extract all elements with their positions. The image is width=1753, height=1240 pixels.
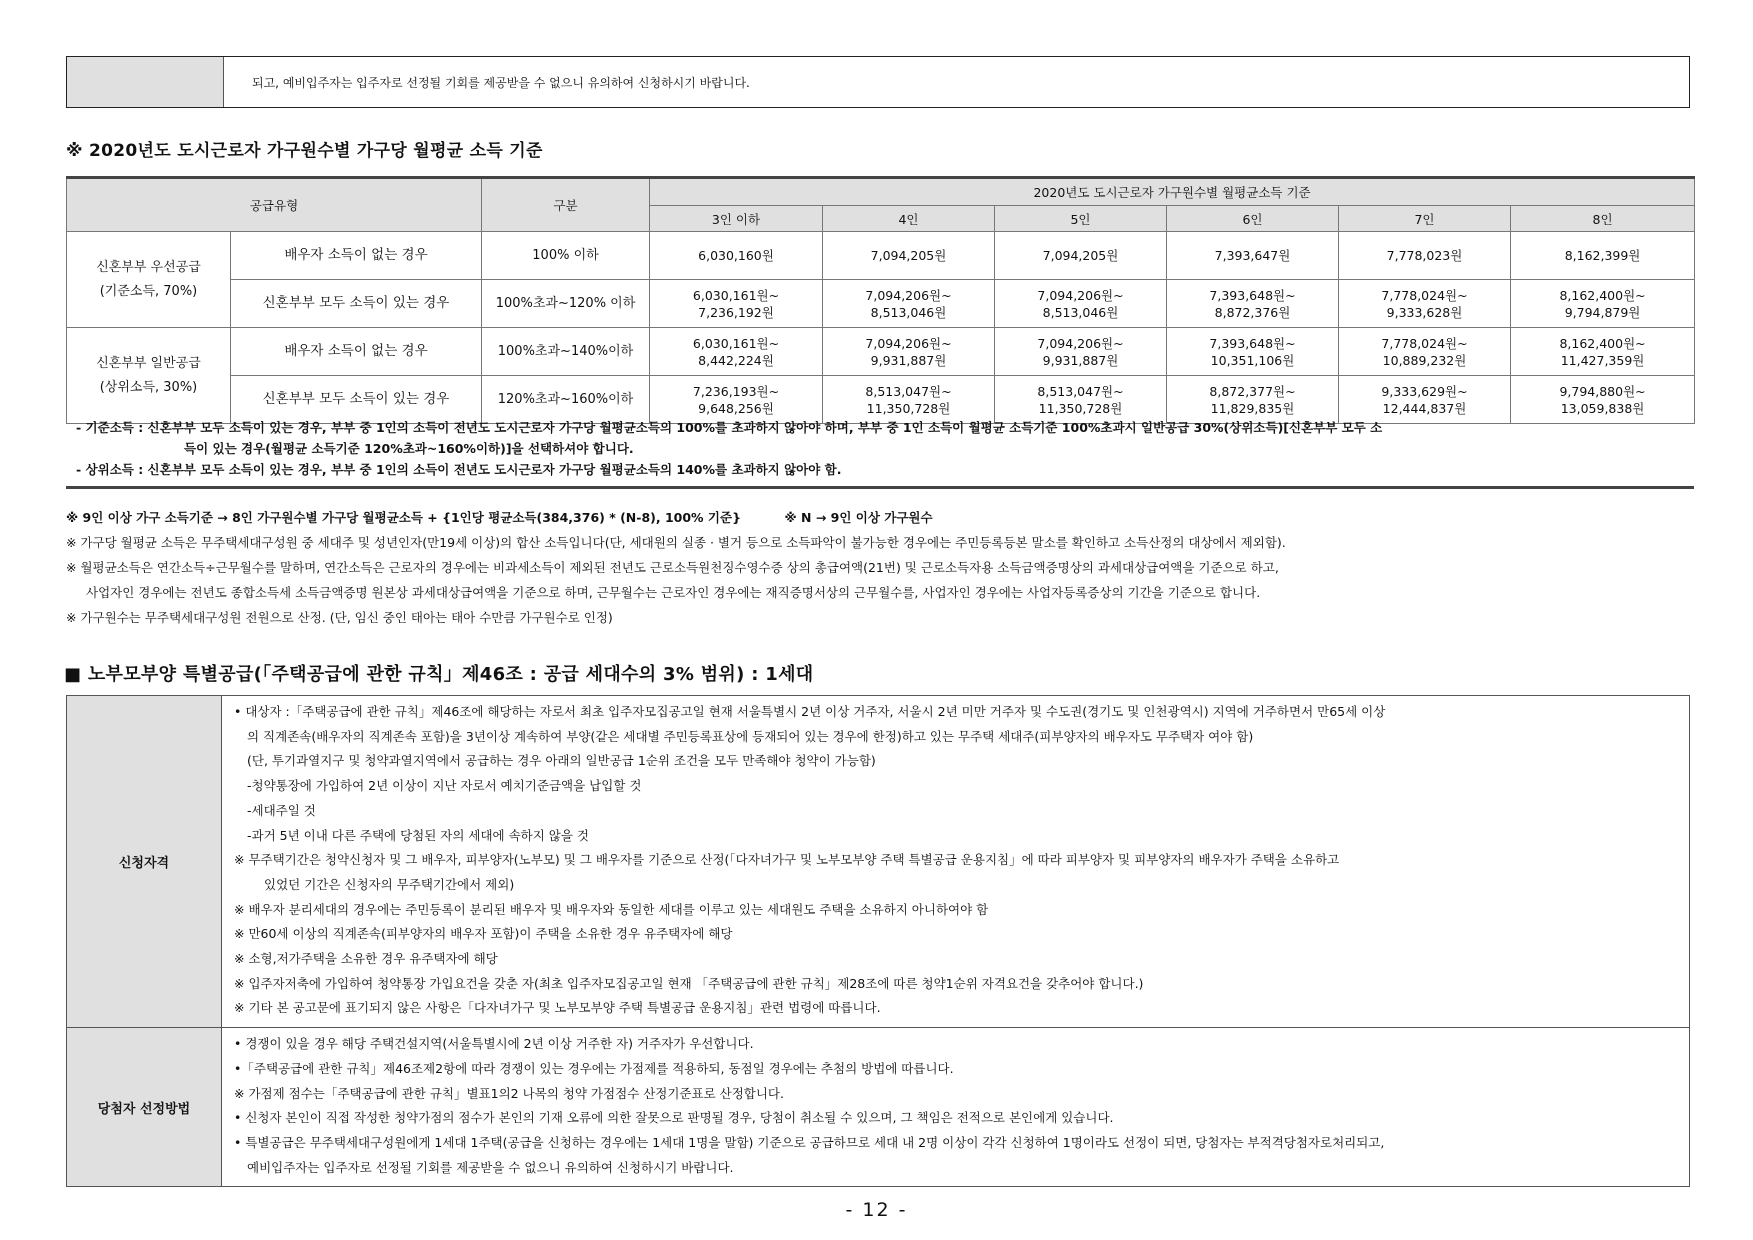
selection-line: •「주택공급에 관한 규칙」제46조제2항에 따라 경쟁이 있는 경우에는 가점제를 적용하되, 동점일 경우에는 추첨의 방법에 따릅니다. [234, 1060, 954, 1076]
income-value-line: 7,094,206원~ [865, 335, 952, 351]
gubun-cell: 120%초과~160%이하 [482, 376, 650, 424]
income-value-line: 12,444,837원 [1382, 400, 1467, 416]
income-value-line: 7,094,205원 [870, 248, 947, 263]
header-household-size: 5인 [995, 206, 1167, 232]
income-section-title: ※ 2020년도 도시근로자 가구원수별 가구당 월평균 소득 기준 [66, 141, 543, 161]
supply-type-ratio: (상위소득, 30%) [99, 379, 198, 395]
income-value-line: 7,236,192원 [698, 304, 774, 320]
income-value-line: 7,778,024원~ [1381, 335, 1468, 351]
supply-type-ratio: (기준소득, 70%) [99, 283, 198, 299]
header-household-size: 8인 [1511, 206, 1695, 232]
page-number: - 12 - [845, 1199, 908, 1221]
income-value-line: 8,442,224원 [698, 352, 774, 368]
top-box-label-cell [67, 57, 224, 107]
eligibility-line: ※ 소형,저가주택을 소유한 경우 유주택자에 해당 [234, 951, 498, 967]
header-supply-type: 공급유형 [67, 178, 482, 232]
income-value-cell [823, 232, 995, 280]
income-value-line: 10,351,106원 [1210, 352, 1295, 368]
income-value-line: 13,059,838원 [1560, 400, 1645, 416]
eligibility-line: ※ 입주자저축에 가입하여 청약통장 가입요건을 갖춘 자(최초 입주자모집공고일 현재 「주택공급에 관한 규칙」제28조에 따른 청약1순위 자격요건을 갖추어야 합니다.) [234, 975, 1144, 991]
note-household-income: ※ 가구당 월평균 소득은 무주택세대구성원 중 세대주 및 성년인자(만19세 이상)의 합산 소득입니다(단, 세대원의 실종 · 별거 등으로 소득파악이 불가능한 경우에는 주민등록등본 말소를 확인하고 소득산정의 대상에서 제외함). [66, 535, 1286, 550]
income-value-line: 9,794,880원~ [1559, 383, 1646, 399]
eligibility-label: 신청자격 [67, 696, 222, 1028]
income-value-line: 7,393,647원 [1214, 248, 1291, 263]
income-value-cell [1167, 280, 1339, 328]
income-value-line: 8,513,047원~ [1037, 383, 1124, 399]
eligibility-line: 의 직계존속(배우자의 직계존속 포함)을 3년이상 계속하여 부양(같은 세대별 주민등록표상에 등재되어 있는 경우에 한정)하고 있는 무주택 세대주(피부양자의 배우자도 무주택자 여야 함) [247, 728, 1254, 744]
income-value-line: 8,872,376원 [1214, 304, 1291, 320]
selection-label: 당첨자 선정방법 [67, 1028, 222, 1187]
supply-type-name: 신혼부부 우선공급 [96, 259, 201, 275]
income-value-cell [995, 232, 1167, 280]
income-value-cell [1339, 232, 1511, 280]
income-value-line: 10,889,232원 [1382, 352, 1467, 368]
income-value-line: 11,350,728원 [866, 400, 951, 416]
gubun-cell: 100%초과~120% 이하 [482, 280, 650, 328]
income-value-line: 8,513,046원 [870, 304, 947, 320]
header-household-size: 6인 [1167, 206, 1339, 232]
table-row [67, 280, 1695, 328]
income-value-cell [823, 328, 995, 376]
income-value-line: 11,829,835원 [1210, 400, 1295, 416]
supply-type-name: 신혼부부 일반공급 [96, 355, 201, 371]
income-value-line: 8,872,377원~ [1209, 383, 1296, 399]
supply-type-cell [67, 328, 231, 424]
top-continuation-box [66, 56, 1690, 108]
income-value-cell [1339, 328, 1511, 376]
selection-line: • 신청자 본인이 직접 작성한 청약가점의 점수가 본인의 기재 오류에 의한 잘못으로 판명될 경우, 당첨이 취소될 수 있으며, 그 책임은 전적으로 본인에게 있습니다. [234, 1110, 1114, 1126]
condition-cell: 신혼부부 모두 소득이 있는 경우 [231, 280, 482, 328]
income-table-notes [66, 417, 1694, 489]
income-value-line: 7,393,648원~ [1209, 335, 1296, 351]
income-value-cell [650, 232, 823, 280]
income-value-line: 9,794,879원 [1564, 304, 1641, 320]
income-value-line: 9,333,629원~ [1381, 383, 1468, 399]
income-value-line: 11,427,359원 [1560, 352, 1645, 368]
income-value-line: 7,094,206원~ [1037, 287, 1124, 303]
eligibility-line: 있었던 기간은 신청자의 무주택기간에서 제외) [264, 876, 515, 892]
selection-line: • 특별공급은 무주택세대구성원에게 1세대 1주택(공급을 신청하는 경우에는 1세대 1명을 말함) 기준으로 공급하므로 세대 내 2명 이상이 각각 신청하여 1명이라도 선정이 되면, 당첨자는 부적격당첨자로처리되고, [234, 1134, 1385, 1150]
condition-cell: 배우자 소득이 없는 경우 [231, 232, 482, 280]
income-value-line: 7,778,023원 [1386, 248, 1463, 263]
header-criteria: 2020년도 도시근로자 가구원수별 월평균소득 기준 [650, 178, 1695, 206]
income-value-cell [1339, 280, 1511, 328]
header-household-size: 4인 [823, 206, 995, 232]
income-value-line: 7,236,193원~ [692, 383, 780, 399]
income-value-line: 6,030,160원 [698, 248, 774, 263]
eligibility-line: -세대주일 것 [247, 802, 316, 818]
note-base-income-cont: 득이 있는 경우(월평균 소득기준 120%초과~160%이하)]을 선택하셔야 합니다. [184, 441, 634, 456]
income-table [66, 176, 1695, 424]
note-upper-income: - 상위소득 : 신혼부부 모두 소득이 있는 경우, 부부 중 1인의 소득이 전년도 도시근로자 가구당 월평균소득의 140%를 초과하지 않아야 함. [76, 462, 842, 477]
income-value-line: 9,931,887원 [870, 352, 947, 368]
income-value-line: 7,094,205원 [1042, 248, 1119, 263]
note-base-income: - 기준소득 : 신혼부부 모두 소득이 있는 경우, 부부 중 1인의 소득이 전년도 도시근로자 가구당 월평균소득의 100%를 초과하지 않아야 하며, 부부 중 1인 소득이 월평균 소득기준 100%초과시 일반공급 30%(상위소득)[신혼부부 모두 소 [76, 420, 1383, 435]
condition-cell: 배우자 소득이 없는 경우 [231, 328, 482, 376]
eligibility-line: -청약통장에 가입하여 2년 이상이 지난 자로서 예치기준금액을 납입할 것 [247, 778, 642, 794]
income-value-line: 7,393,648원~ [1209, 287, 1296, 303]
selection-line: 예비입주자는 입주자로 선정될 기회를 제공받을 수 없으니 유의하여 신청하시기 바랍니다. [247, 1159, 734, 1175]
income-extra-notes [66, 505, 1694, 630]
note-nine-plus: ※ 9인 이상 가구 소득기준 → 8인 가구원수별 가구당 월평균소득 + {1인당 평균소득(384,376) * (N-8), 100% 기준} ※ N → 9인 이상 가구원수 [66, 510, 933, 525]
eligibility-line: (단, 투기과열지구 및 청약과열지역에서 공급하는 경우 아래의 일반공급 1순위 조건을 모두 만족해야 청약이 가능함) [247, 753, 876, 769]
eligibility-line: ※ 배우자 분리세대의 경우에는 주민등록이 분리된 배우자 및 배우자와 동일한 세대를 이루고 있는 세대원도 주택을 소유하지 아니하여야 함 [234, 901, 989, 917]
special-section-title: ■ 노부모부양 특별공급(「주택공급에 관한 규칙」제46조 : 공급 세대수의 3% 범위) : 1세대 [64, 664, 814, 685]
gubun-cell: 100% 이하 [482, 232, 650, 280]
note-household-count: ※ 가구원수는 무주택세대구성원 전원으로 산정. (단, 임신 중인 태아는 태아 수만큼 가구원수로 인정) [66, 610, 613, 625]
special-supply-table [66, 695, 1690, 1187]
table-row [67, 232, 1695, 280]
income-value-line: 7,778,024원~ [1381, 287, 1468, 303]
selection-content [222, 1028, 1690, 1187]
eligibility-line: ※ 만60세 이상의 직계존속(피부양자의 배우자 포함)이 주택을 소유한 경우 유주택자에 해당 [234, 926, 733, 942]
header-household-size: 7인 [1339, 206, 1511, 232]
supply-type-cell [67, 232, 231, 328]
income-value-line: 6,030,161원~ [692, 335, 780, 351]
income-value-cell [995, 280, 1167, 328]
note-monthly-income: ※ 월평균소득은 연간소득÷근무월수를 말하며, 연간소득은 근로자의 경우에는 비과세소득이 제외된 전년도 근로소득원천징수영수증 상의 총급여액(21번) 및 근로소득자용 소득금액증명상의 과세대상급여액을 기준으로 하고, [66, 560, 1279, 575]
income-value-line: 8,513,046원 [1042, 304, 1119, 320]
income-value-cell [650, 280, 823, 328]
eligibility-line: ※ 기타 본 공고문에 표기되지 않은 사항은「다자녀가구 및 노부모부양 주택 특별공급 운용지침」관련 법령에 따릅니다. [234, 1000, 881, 1016]
income-value-line: 8,162,400원~ [1559, 335, 1646, 351]
income-value-cell [1167, 232, 1339, 280]
note-monthly-income-cont: 사업자인 경우에는 전년도 종합소득세 소득금액증명 원본상 과세대상급여액을 기준으로 하며, 근무월수는 근로자인 경우에는 재직증명서상의 근무월수를, 사업자인 경우에는 사업자등록증상의 기간을 기준으로 합니다. [86, 585, 1261, 600]
income-value-cell [650, 328, 823, 376]
condition-cell: 신혼부부 모두 소득이 있는 경우 [231, 376, 482, 424]
income-value-cell [1511, 232, 1695, 280]
income-value-cell [995, 328, 1167, 376]
top-box-text: 되고, 예비입주자는 입주자로 선정될 기회를 제공받을 수 없으니 유의하여 신청하시기 바랍니다. [252, 75, 750, 90]
eligibility-line: ※ 무주택기간은 청약신청자 및 그 배우자, 피부양자(노부모) 및 그 배우자를 기준으로 산정(「다자녀가구 및 노부모부양 주택 특별공급 운용지침」에 따라 피부양자 및 피부양자의 배우자가 주택을 소유하고 [234, 852, 1340, 868]
income-value-line: 8,513,047원~ [865, 383, 952, 399]
income-value-line: 8,162,400원~ [1559, 287, 1646, 303]
header-household-size: 3인 이하 [650, 206, 823, 232]
income-value-line: 9,333,628원 [1386, 304, 1463, 320]
gubun-cell: 100%초과~140%이하 [482, 328, 650, 376]
income-value-line: 9,648,256원 [698, 400, 774, 416]
income-value-line: 7,094,206원~ [865, 287, 952, 303]
eligibility-line: • 대상자 :「주택공급에 관한 규칙」제46조에 해당하는 자로서 최초 입주자모집공고일 현재 서울특별시 2년 이상 거주자, 서울시 2년 미만 거주자 및 수도권(경기도 및 인천광역시) 지역에 거주하면서 만65세 이상 [234, 704, 1386, 719]
income-value-line: 11,350,728원 [1038, 400, 1123, 416]
eligibility-line: -과거 5년 이내 다른 주택에 당첨된 자의 세대에 속하지 않을 것 [247, 827, 589, 843]
table-row [67, 328, 1695, 376]
selection-line: ※ 가점제 점수는「주택공급에 관한 규칙」별표1의2 나목의 청약 가점점수 산정기준표로 산정합니다. [234, 1085, 784, 1101]
header-gubun: 구분 [482, 178, 650, 232]
income-value-cell [1511, 328, 1695, 376]
income-table-body [67, 232, 1695, 424]
income-value-cell [823, 280, 995, 328]
eligibility-content [222, 696, 1690, 1028]
selection-line: • 경쟁이 있을 경우 해당 주택건설지역(서울특별시에 2년 이상 거주한 자) 거주자가 우선합니다. [234, 1036, 754, 1052]
income-value-line: 7,094,206원~ [1037, 335, 1124, 351]
income-value-line: 8,162,399원 [1564, 248, 1641, 263]
income-value-cell [1511, 280, 1695, 328]
income-value-line: 9,931,887원 [1042, 352, 1119, 368]
income-value-line: 6,030,161원~ [692, 287, 780, 303]
income-value-cell [1167, 328, 1339, 376]
